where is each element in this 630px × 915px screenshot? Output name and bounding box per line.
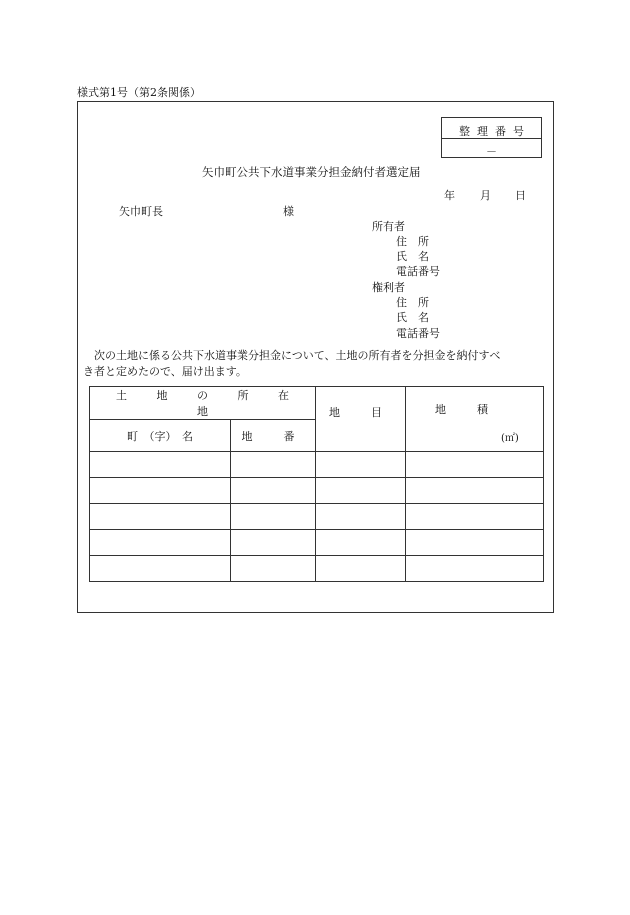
land-area-cell[interactable] <box>406 556 544 582</box>
land-category-cell[interactable] <box>316 556 406 582</box>
land-area-unit: (㎡) <box>501 433 519 444</box>
table-row <box>90 530 544 556</box>
right-holder-name-label: 氏 名 <box>396 311 429 324</box>
lot-number-cell[interactable] <box>231 556 316 582</box>
town-name-cell[interactable] <box>90 452 231 478</box>
lot-number-cell[interactable] <box>231 504 316 530</box>
land-category-cell[interactable] <box>316 452 406 478</box>
owner-heading: 所有者 <box>372 220 405 233</box>
lot-number-label: 地 番 <box>241 429 305 443</box>
table-row <box>90 504 544 530</box>
land-table <box>89 386 544 582</box>
owner-name-label: 氏 名 <box>396 250 429 263</box>
addressee-honorific: 様 <box>283 205 294 218</box>
addressee-name: 矢巾町長 <box>119 205 163 218</box>
reference-number-label: 整理番号 <box>459 125 531 138</box>
location-header-label: 土 地 の 所 在 地 <box>116 389 302 418</box>
owner-address-label: 住 所 <box>396 235 429 248</box>
table-row <box>90 556 544 582</box>
lot-number-cell[interactable] <box>231 478 316 504</box>
town-name-cell[interactable] <box>90 530 231 556</box>
land-category-label: 地 目 <box>329 406 393 419</box>
location-header <box>90 387 316 420</box>
lot-number-cell[interactable] <box>231 530 316 556</box>
land-area-header <box>406 387 544 452</box>
town-name-label: 町 （字） 名 <box>127 429 193 443</box>
body-text-line1: 次の土地に係る公共下水道事業分担金について、土地の所有者を分担金を納付すべ <box>94 349 501 362</box>
right-holder-heading: 権利者 <box>372 281 405 294</box>
land-category-cell[interactable] <box>316 504 406 530</box>
land-area-cell[interactable] <box>406 530 544 556</box>
land-area-cell[interactable] <box>406 478 544 504</box>
land-area-cell[interactable] <box>406 452 544 478</box>
land-area-cell[interactable] <box>406 504 544 530</box>
table-row <box>90 478 544 504</box>
right-holder-phone-label: 電話番号 <box>396 327 440 340</box>
reference-divider <box>442 138 541 139</box>
town-name-cell[interactable] <box>90 556 231 582</box>
date-day: 日 <box>515 189 526 202</box>
table-row <box>90 452 544 478</box>
town-name-cell[interactable] <box>90 478 231 504</box>
lot-number-cell[interactable] <box>231 452 316 478</box>
right-holder-address-label: 住 所 <box>396 296 429 309</box>
town-name-header <box>90 420 231 452</box>
town-name-cell[interactable] <box>90 504 231 530</box>
date-year: 年 <box>444 189 455 202</box>
date-month: 月 <box>480 189 491 202</box>
land-area-label: 地 積 <box>435 403 499 416</box>
form-number-label: 様式第1号（第2条関係） <box>77 86 201 99</box>
land-category-cell[interactable] <box>316 530 406 556</box>
reference-number-value: － <box>486 145 497 158</box>
land-category-header <box>316 387 406 452</box>
reference-number-box <box>441 117 542 158</box>
land-category-cell[interactable] <box>316 478 406 504</box>
document-title: 矢巾町公共下水道事業分担金納付者選定届 <box>202 165 421 179</box>
lot-number-header <box>231 420 316 452</box>
owner-phone-label: 電話番号 <box>396 265 440 278</box>
body-text-line2: き者と定めたので、届け出ます。 <box>83 365 247 378</box>
